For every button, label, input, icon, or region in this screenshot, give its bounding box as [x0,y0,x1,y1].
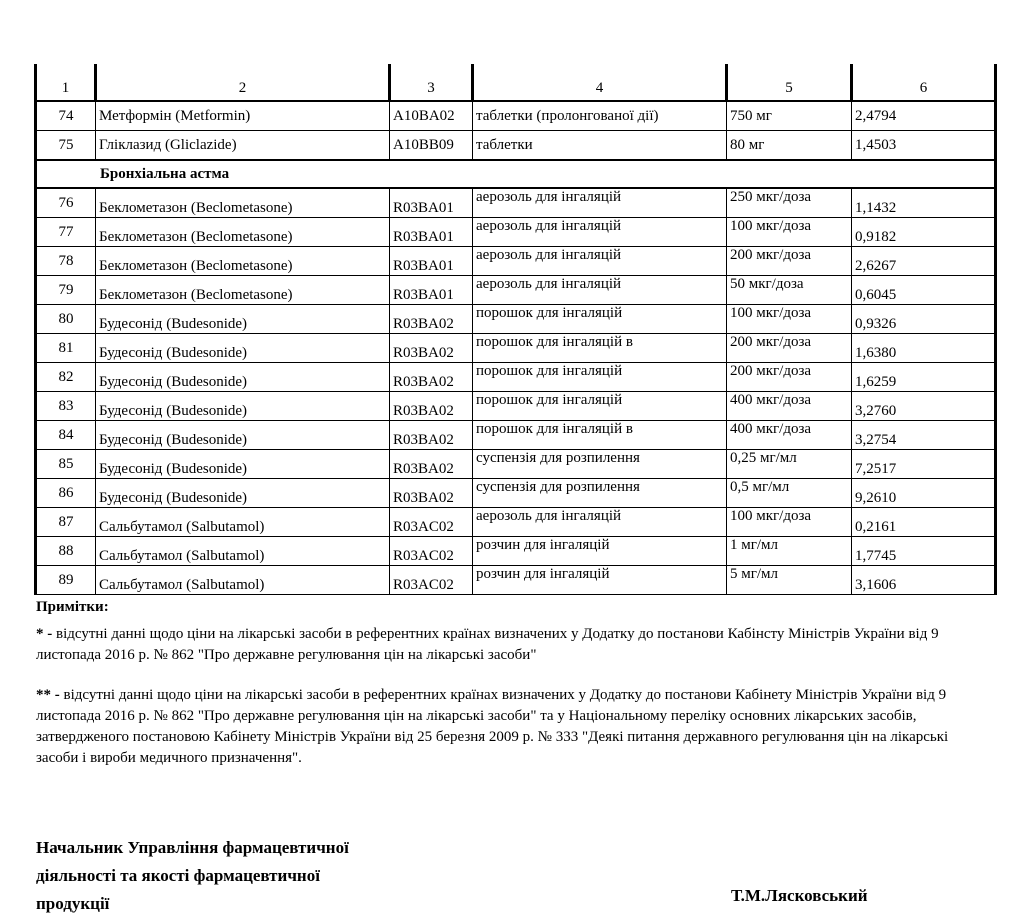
dose: 50 мкг/доза [727,276,852,305]
dosage-form: аерозоль для інгаляцій [473,218,727,247]
dose: 200 мкг/доза [727,247,852,276]
atc-code: R03BA01 [390,188,473,218]
note-marker: * - [36,626,53,642]
dosage-form: аерозоль для інгаляцій [473,188,727,218]
dosage-form: порошок для інгаляцій в [473,334,727,363]
atc-code: A10BB09 [390,131,473,161]
dose: 400 мкг/доза [727,421,852,450]
price: 3,2760 [852,392,996,421]
atc-code: R03BA02 [390,305,473,334]
section-title: Бронхіальна астма [36,160,996,188]
dosage-form: таблетки [473,131,727,161]
drug-price-table [34,64,997,595]
price: 0,6045 [852,276,996,305]
row-number: 75 [36,131,96,161]
signatory-name: Т.М.Лясковський [731,886,868,905]
column-header-3: 3 [390,64,473,101]
price: 2,6267 [852,247,996,276]
row-number: 83 [36,392,96,421]
atc-code: R03BA02 [390,334,473,363]
drug-name: Сальбутамол (Salbutamol) [96,537,390,566]
dosage-form: розчин для інгаляцій [473,537,727,566]
dose: 100 мкг/доза [727,305,852,334]
position-line: діяльності та якості фармацевтичної [36,866,320,885]
section-row [36,160,996,188]
atc-code: R03AC02 [390,566,473,595]
dosage-form: порошок для інгаляцій [473,392,727,421]
row-number: 79 [36,276,96,305]
table-row [36,276,996,305]
header-row [36,64,996,101]
dosage-form: порошок для інгаляцій [473,305,727,334]
row-number: 85 [36,450,96,479]
drug-name: Будесонід (Budesonide) [96,392,390,421]
row-number: 88 [36,537,96,566]
dosage-form: аерозоль для інгаляцій [473,276,727,305]
atc-code: A10BA02 [390,101,473,131]
drug-name: Будесонід (Budesonide) [96,421,390,450]
price: 1,1432 [852,188,996,218]
price: 1,7745 [852,537,996,566]
dose: 80 мг [727,131,852,161]
row-number: 76 [36,188,96,218]
price: 7,2517 [852,450,996,479]
table-row [36,131,996,161]
dosage-form: аерозоль для інгаляцій [473,508,727,537]
dose: 200 мкг/доза [727,363,852,392]
dose: 200 мкг/доза [727,334,852,363]
row-number: 78 [36,247,96,276]
table-row [36,450,996,479]
price: 1,6259 [852,363,996,392]
price: 2,4794 [852,101,996,131]
atc-code: R03BA02 [390,479,473,508]
notes-section [36,597,996,788]
table-row [36,101,996,131]
row-number: 84 [36,421,96,450]
drug-name: Беклометазон (Beclometasone) [96,247,390,276]
price: 0,9326 [852,305,996,334]
table-row [36,305,996,334]
price: 1,4503 [852,131,996,161]
row-number: 80 [36,305,96,334]
position-line: продукції [36,894,110,913]
row-number: 86 [36,479,96,508]
row-number: 82 [36,363,96,392]
table-row [36,363,996,392]
dosage-form: суспензія для розпилення [473,450,727,479]
price: 3,1606 [852,566,996,595]
price: 0,9182 [852,218,996,247]
price: 3,2754 [852,421,996,450]
drug-name: Сальбутамол (Salbutamol) [96,508,390,537]
dosage-form: суспензія для розпилення [473,479,727,508]
table-body [36,101,996,595]
notes-title: Примітки: [36,599,109,615]
dose: 100 мкг/доза [727,218,852,247]
atc-code: R03BA01 [390,218,473,247]
price: 1,6380 [852,334,996,363]
dosage-form: порошок для інгаляцій [473,363,727,392]
row-number: 77 [36,218,96,247]
column-header-1: 1 [36,64,96,101]
dosage-form: порошок для інгаляцій в [473,421,727,450]
drug-name: Беклометазон (Beclometasone) [96,218,390,247]
dosage-form: таблетки (пролонгованої дії) [473,101,727,131]
note-single-asterisk [36,624,976,666]
table-row [36,566,996,595]
dose: 0,5 мг/мл [727,479,852,508]
atc-code: R03AC02 [390,508,473,537]
table-row [36,247,996,276]
table-row [36,537,996,566]
row-number: 89 [36,566,96,595]
dose: 400 мкг/доза [727,392,852,421]
dosage-form: розчин для інгаляцій [473,566,727,595]
signatory-position [36,834,349,918]
drug-name: Беклометазон (Beclometasone) [96,188,390,218]
drug-name: Беклометазон (Beclometasone) [96,276,390,305]
row-number: 74 [36,101,96,131]
price: 0,2161 [852,508,996,537]
dose: 100 мкг/доза [727,508,852,537]
price: 9,2610 [852,479,996,508]
table-row [36,218,996,247]
atc-code: R03BA02 [390,421,473,450]
column-header-6: 6 [852,64,996,101]
atc-code: R03BA02 [390,450,473,479]
table-row [36,392,996,421]
dose: 0,25 мг/мл [727,450,852,479]
column-header-4: 4 [473,64,727,101]
atc-code: R03BA02 [390,392,473,421]
drug-name: Сальбутамол (Salbutamol) [96,566,390,595]
drug-name: Будесонід (Budesonide) [96,363,390,392]
atc-code: R03AC02 [390,537,473,566]
drug-name: Гліклазид (Gliclazide) [96,131,390,161]
position-line: Начальник Управління фармацевтичної [36,838,349,857]
note-marker: ** - [36,687,60,703]
atc-code: R03BA01 [390,276,473,305]
note-text: відсутні данні щодо ціни на лікарські засоби в референтних країнах визначених у Додатку до постанови Кабінету Міністрів України від 9 листопада 2016 р. № 862 "Про державне регулювання цін на лікарські засоби" та у Національному переліку основних лікарських засобів, затвердженого постановою Кабінету Міністрів України від 25 березня 2009 р. № 333 "Деякі питання державного регулювання цін на лікарські засоби і вироби медичного призначення". [36,687,949,766]
drug-name: Будесонід (Budesonide) [96,334,390,363]
dose: 5 мг/мл [727,566,852,595]
atc-code: R03BA01 [390,247,473,276]
note-double-asterisk [36,685,976,769]
column-header-2: 2 [96,64,390,101]
row-number: 87 [36,508,96,537]
table-row [36,334,996,363]
table-row [36,421,996,450]
dose: 1 мг/мл [727,537,852,566]
drug-name: Будесонід (Budesonide) [96,479,390,508]
row-number: 81 [36,334,96,363]
note-text: відсутні данні щодо ціни на лікарські засоби в референтних країнах визначених у Додатку до постанови Кабінсту Міністрів України від 9 листопада 2016 р. № 862 "Про державне регулювання цін на лікарські засоби" [36,626,939,663]
table-row [36,188,996,218]
table-header [36,64,996,101]
atc-code: R03BA02 [390,363,473,392]
dosage-form: аерозоль для інгаляцій [473,247,727,276]
drug-name: Будесонід (Budesonide) [96,450,390,479]
table-row [36,508,996,537]
dose: 750 мг [727,101,852,131]
table-row [36,479,996,508]
drug-name: Метформін (Metformin) [96,101,390,131]
column-header-5: 5 [727,64,852,101]
drug-name: Будесонід (Budesonide) [96,305,390,334]
dose: 250 мкг/доза [727,188,852,218]
